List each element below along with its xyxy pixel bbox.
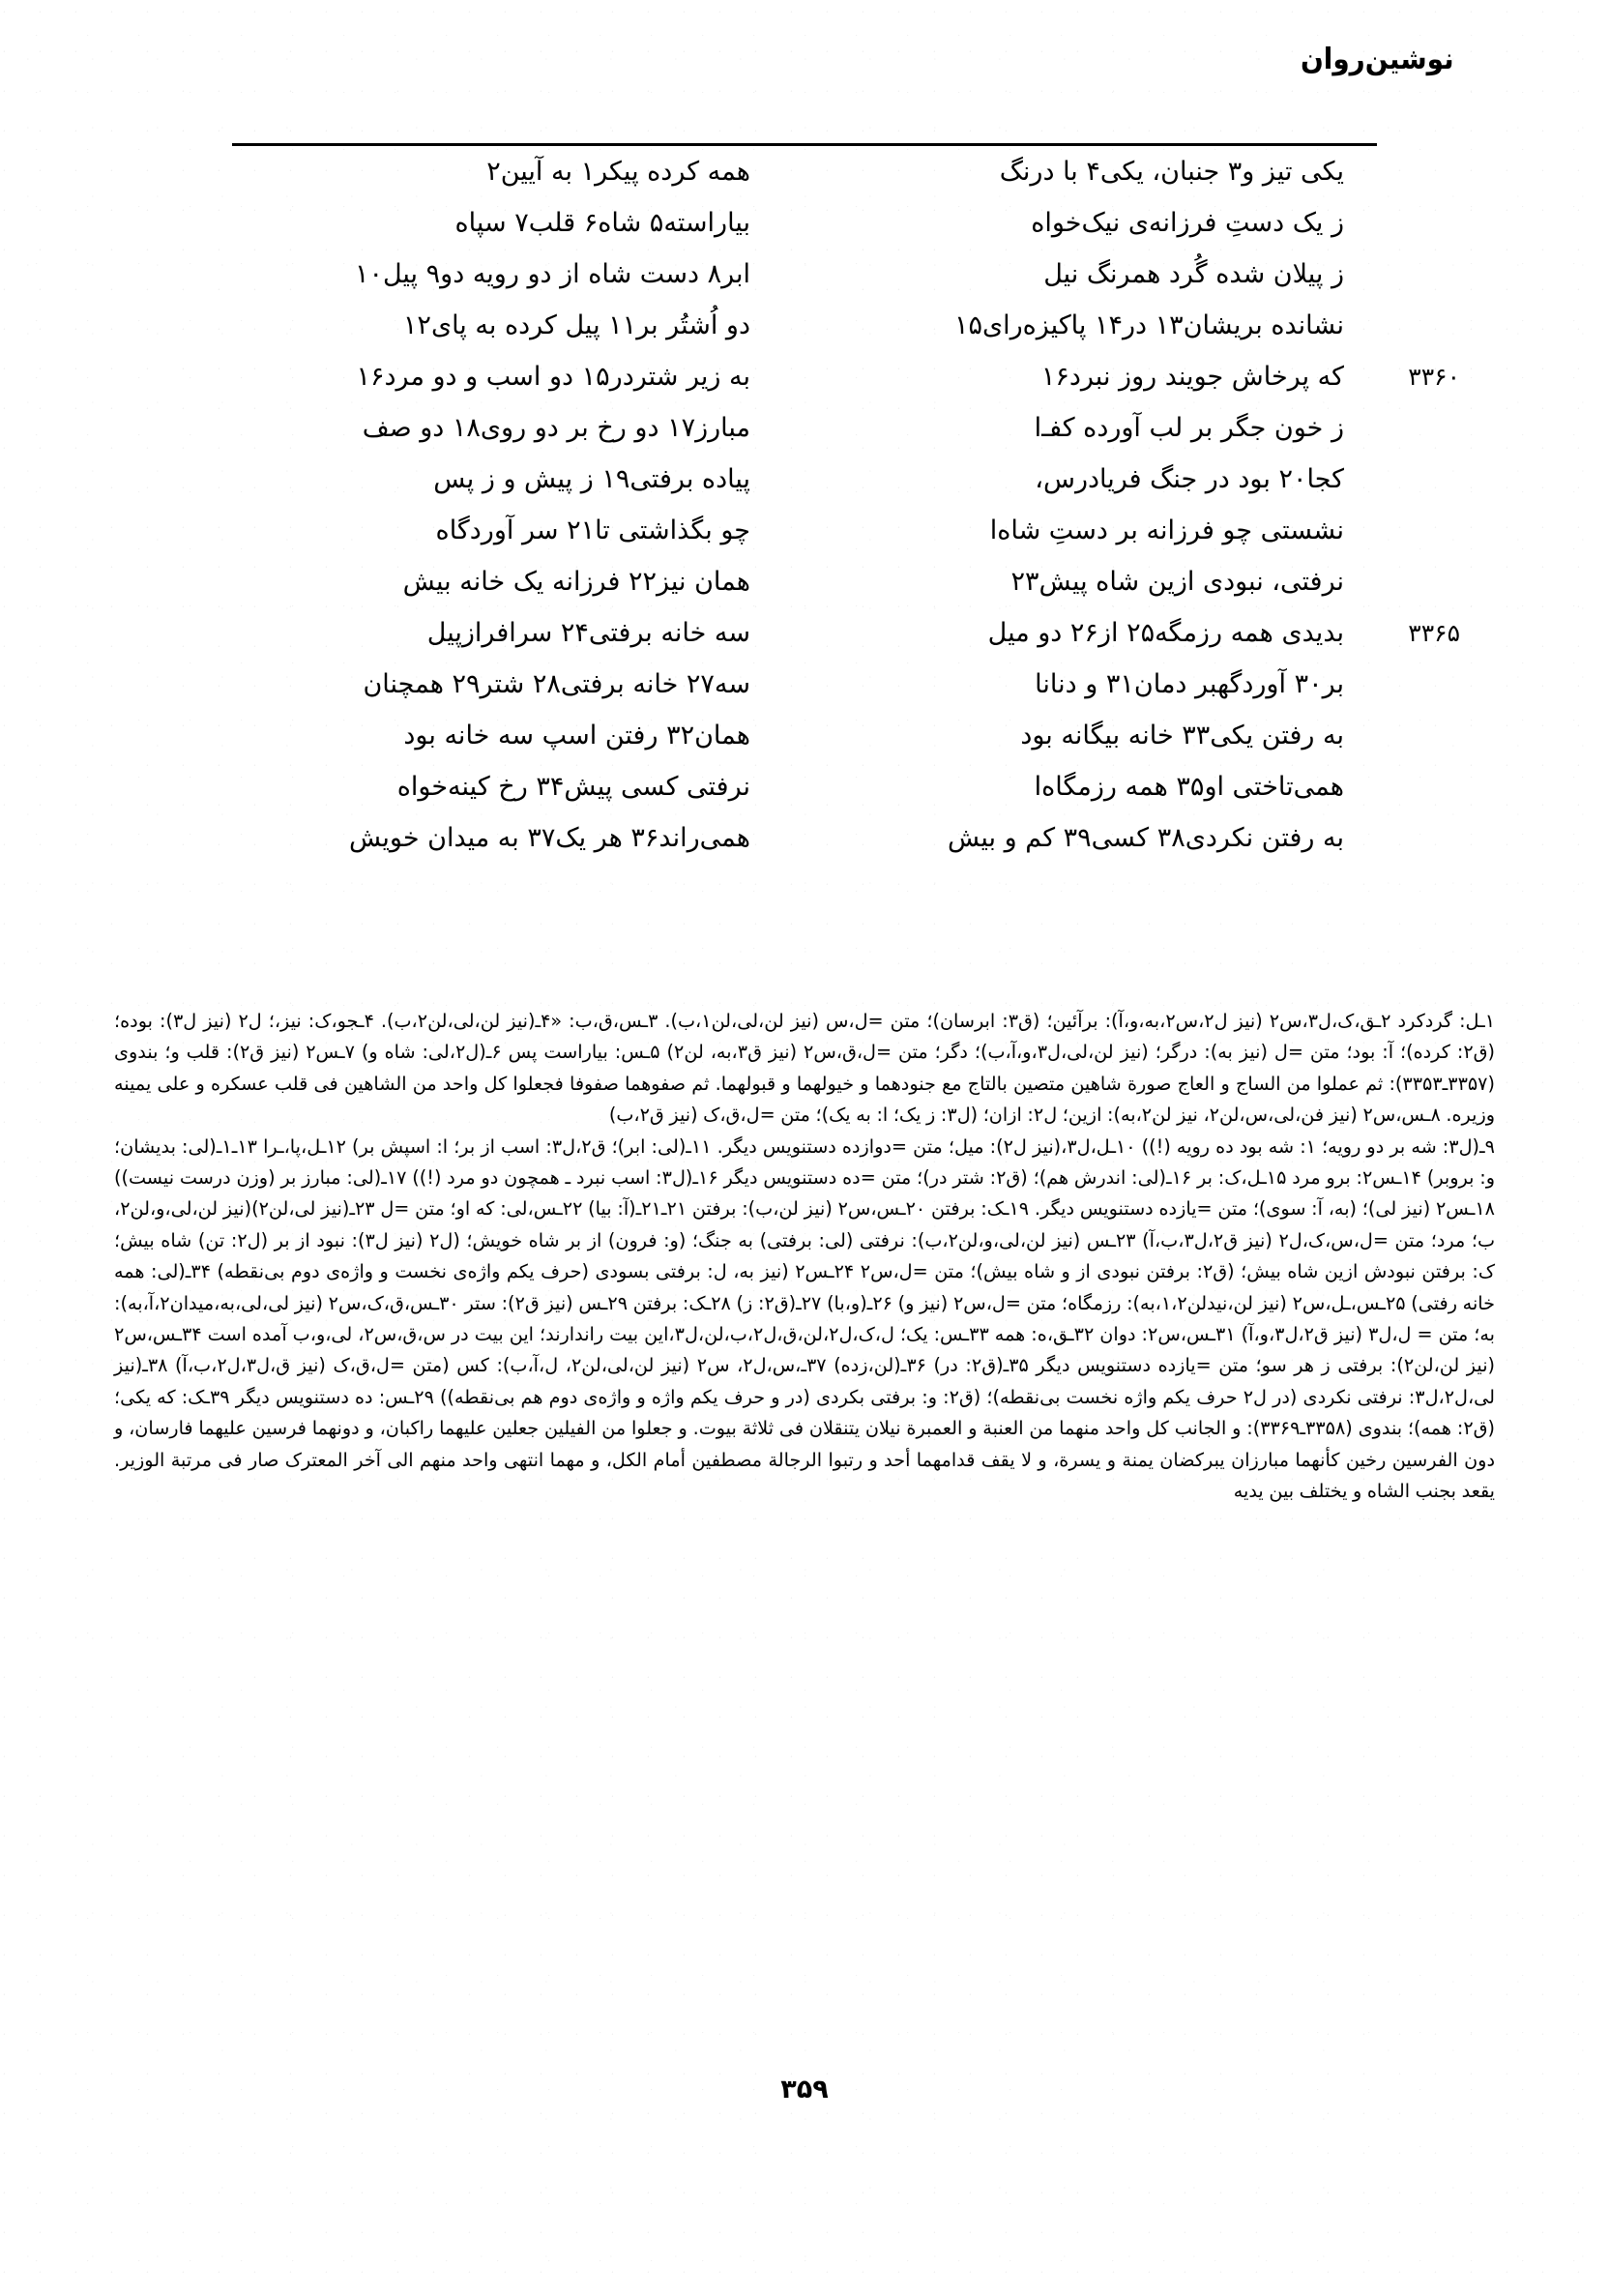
running-head (126, 43, 1483, 85)
hemistich-first: دو اُشتُر بر۱۱ پیل کرده به پای۱۲ (402, 310, 750, 340)
hemistich-second: نشستی چو فرزانه بر دستِ شاه‌ا (989, 515, 1344, 545)
hemistich-first: نرفتی کسی پیش۳۴ رخ کینه‌خواه (396, 772, 750, 802)
hemistich-second: بر۳۰ آوردگهبر دمان۳۱ و دنانا (1035, 669, 1344, 699)
hemistich-second: به رفتن یکی۳۳ خانه بیگانه بود (1020, 721, 1344, 751)
hemistich-second: که پرخاش جویند روز نبرد۱۶ (1040, 362, 1344, 392)
verse-line (232, 505, 1377, 556)
hemistich-second: یکی تیز و۳ جنبان، یکی۴ با درنگ (999, 157, 1344, 187)
hemistich-first: همی‌راند۳۶ هر یک۳۷ به میدان خویش (348, 823, 750, 853)
verse-line (232, 249, 1377, 300)
hemistich-second: نرفتی، نبودی ازین شاه پیش۲۳ (1010, 567, 1344, 597)
hemistich-second: نشانده بریشان۱۳ در۱۴ پاکیزه‌رای۱۵ (953, 310, 1344, 340)
hemistich-first: همان نیز۲۲ فرزانه یک خانه بیش (402, 567, 750, 597)
hemistich-first: به زیر شتردر۱۵ دو اسب و دو مرد۱۶ (356, 362, 750, 392)
folio-number: ۳۵۹ (780, 2075, 829, 2105)
verse-line (232, 607, 1460, 659)
verse-line (232, 761, 1377, 812)
hemistich-first: ابر۸ دست شاه از دو رویه دو۹ پیل۱۰ (354, 259, 750, 289)
running-head-title: نوشین‌روان (1301, 43, 1454, 76)
hemistich-second: بدیدی همه رزمگه۲۵ از۲۶ دو میل (987, 618, 1344, 648)
verse-line (232, 197, 1377, 249)
hemistich-second: ز یک دستِ فرزانه‌ی نیک‌خواه (1031, 208, 1344, 238)
hemistich-second: به رفتن نکردی۳۸ کسی۳۹ کم و بیش (947, 823, 1344, 853)
hemistich-first: چو بگذاشتی تا۲۱ سر آوردگاه (435, 515, 750, 545)
apparatus-paragraph: ۱ـل: گردکرد ۲ـق،ک،ل۳،س۲ (نیز ل۲،س۲،به،و،آ): برآئین؛ (ق۳: ابرسان)؛ متن =ل،س (نیز لن،لی،لن۱،ب). ۳ـس،ق،ب: «۴ـ(نیز لن،لی،لن۲،ب). ۴ـجو،ک: نیز،؛ ل۲ (نیز ل۳): بوده؛ (ق۲: کرده)؛ آ: بود؛ متن =ل (نیز به): درگر؛ (نیز لن،لی،ل۳،و،آ،ب)؛ دگر؛ متن =ل،ق،س۲ (نیز ق۳،به، لن۲) ۵ـس: بیاراست پس ۶ـ(ل۲،لی: شاه و) ۷ـس۲ (نیز ق۲): قلب و؛ بندوی (۳۳۵۷ـ۳۳۵۳): ثم عملوا من الساج و العاج صورة شاهین متصین بالتاج مع جنودهما و خیولهما و قبولهما. ثم صفوهما صفوفا فجعلوا کل واحد من الشاهین فی قلب عسکره و علی یمینه وزیره. ۸ـس،س۲ (نیز فن،لی،س،لن۲، نیز لن۲،به): ازین؛ ل۲: ازان؛ (ل۳: ز یک؛ ا: به یک)؛ متن =ل،ق،ک (نیز ق۲،ب) (114, 1010, 1496, 1127)
verse-line (232, 556, 1377, 607)
hemistich-first: پیاده برفتی۱۹ ز پیش و ز پس (433, 464, 750, 494)
verse-line (232, 300, 1377, 351)
verse-block (145, 143, 1464, 946)
verse-line (232, 146, 1377, 197)
verse-number: ۳۳۶۰ (1408, 363, 1460, 391)
hemistich-second: ز خون جگر بر لب آورده کفـ‌ا (1034, 413, 1344, 443)
verse-number: ۳۳۶۵ (1408, 619, 1460, 647)
verse-line (232, 659, 1377, 710)
verse-line (232, 454, 1377, 505)
verse-line (232, 812, 1377, 864)
hemistich-first: همه کرده پیکر۱ به آیین۲ (486, 157, 750, 187)
hemistich-second: همی‌تاختی او۳۵ همه رزمگاه‌ا (1034, 772, 1344, 802)
apparatus-paragraph: ۹ـ(ل۳: شه بر دو رویه؛ ۱: شه بود ده رویه (!)) ۱۰ـل،ل۳،(نیز ل۲): میل؛ متن =دوازده دستنویس دیگر. ۱۱ـ(لی: ابر)؛ ق۲،ل۳: اسب از بر؛ ا: اسپش بر) ۱۲ـل،پا،ـرا ۱۳ـ۱ـ(لی: بدیشان؛ و: بروبر) ۱۴ـس۲: برو مرد ۱۵ـل،ک: بر ۱۶ـ(لی: اندرش هم)؛ (ق۲: شتر در)؛ متن =ده دستنویس دیگر ۱۶ـ(ل۳: اسب نبرد ـ همچون دو مرد (!)) ۱۷ـ(لی: مبارز بر (وزن درست نیست)) ۱۸ـس۲ (نیز لی)؛ (به، آ: سوی)؛ متن =یازده دستنویس دیگر. ۱۹ـک: برفتن ۲۰ـس،س۲ (نیز لن،ب): برفتن ۲۱ـ۲۱ـ(آ: بیا) ۲۲ـس،لی: که او؛ متن =ل ۲۳ـ(نیز لی،لن۲)(نیز لن،لی،و،لن۲، ب؛ مرد؛ متن =ل،س،ک،ل۲ (نیز ق۲،ل۳،ب،آ) ۲۳ـس (نیز لن،لی،و،لن۲،ب): نرفتی (لی: برفتی) به جنگ؛ (و: فرون) از بر شاه خویش؛ (ل۲ (نیز ل۳): نبود از بر (ل۲: تن) شاه بیش؛ ک: برفتن نبودش ازین شاه بیش؛ (ق۲: برفتن نبودی از و شاه بیش)؛ متن =ل،س۲ ۲۴ـس۲ (نیز به، ل: برفتی بسودی (حرف یکم واژه‌ی نخست و واژه‌ی دوم بی‌نقطه) ۳۴ـ(لی: همه خانه رفتی) ۲۵ـس،ـل،س۲ (نیز لن،نیدلن۱،۲،به): رزمگاه؛ متن =ل،س۲ (نیز و) ۲۶ـ(و،با) ۲۷ـ(ق۲: ز) ۲۸ـک: برفتن ۲۹ـس (نیز ق۲): ستر ۳۰ـس،ق،ک،س۲ (نیز لی،لی،به،میدان۲،آ،به): به؛ متن = ل،ل۳ (نیز ق۲،ل۳،و،آ) ۳۱ـس،س۲: دوان ۳۲ـق،ه: همه ۳۳ـس: یک؛ ل،ک،ل۲،لن،ق،ل۲،ب،لن،ل۳،این بیت راندارند؛ این بیت در س،ق،س۲، لی،و،ب آمده است ۳۴ـس،س۲ (نیز لن،لن۲): برفتی ز هر سو؛ متن =یازده دستنویس دیگر ۳۵ـ(ق۲: در) ۳۶ـ(لن،زده) ۳۷ـ،س،ل۲، س۲ (نیز لن،لی،لن۲، ل،آ،ب): کس (متن =ل،ق،ک (نیز ق،ل۳،ل۲،ب،آ) ۳۸ـ(نیز لی،ل۲،ل۳: نرفتی نکردی (در ل۲ حرف یکم واژه نخست بی‌نقطه)؛ (ق۲: و: برفتی بکردی (در و حرف یکم واژه و واژه‌ی دوم هم بی‌نقطه)) ۲۹ـس: ده دستنویس دیگر ۳۹ـک: که یکی؛ (ق۲: همه)؛ بندوی (۳۳۵۸ـ۳۳۶۹): و الجانب کل واحد منهما من العنبة و العمبرة نیلان یتنقلان فی ثلاثة بیوت. و جعلوا من الفیلین جعلین علیهما راکبان، و دونهما فرسین علیهما فارسان، و دون الفرسین رخین کأنهما مبارزان یبرکضان یمنة و یسرة، و لا یقف قدامهما أحد و رتبوا الرجالة مصطفین أمام الکل، و مهما انتهی واحد منهم الی آخر المعترک صار فی مرتبة الوزیر. یقعد بجنب الشاه و یختلف بین یدیه (114, 1134, 1496, 1503)
hemistich-first: سه۲۷ خانه برفتی۲۸ شتر۲۹ همچنان (363, 669, 750, 699)
hemistich-first: بیاراسته۵ شاه۶ قلب۷ سپاه (454, 208, 750, 238)
hemistich-first: سه خانه برفتی۲۴ سرافرازپیل (426, 618, 750, 648)
verse-line (232, 710, 1377, 761)
verse-area (232, 143, 1460, 864)
hemistich-first: مبارز۱۷ دو رخ بر دو روی۱۸ دو صف (362, 413, 750, 443)
hemistich-second: کجا۲۰ بود در جنگ فریادرس‌، (1035, 464, 1344, 494)
critical-apparatus (114, 1006, 1495, 1508)
hemistich-second: ز پیلان شده گُرد همرنگ نیل (1043, 259, 1344, 289)
verse-line (232, 351, 1460, 402)
verse-line (232, 402, 1377, 454)
hemistich-first: همان۳۲ رفتن اسپ سه خانه بود (403, 721, 750, 751)
